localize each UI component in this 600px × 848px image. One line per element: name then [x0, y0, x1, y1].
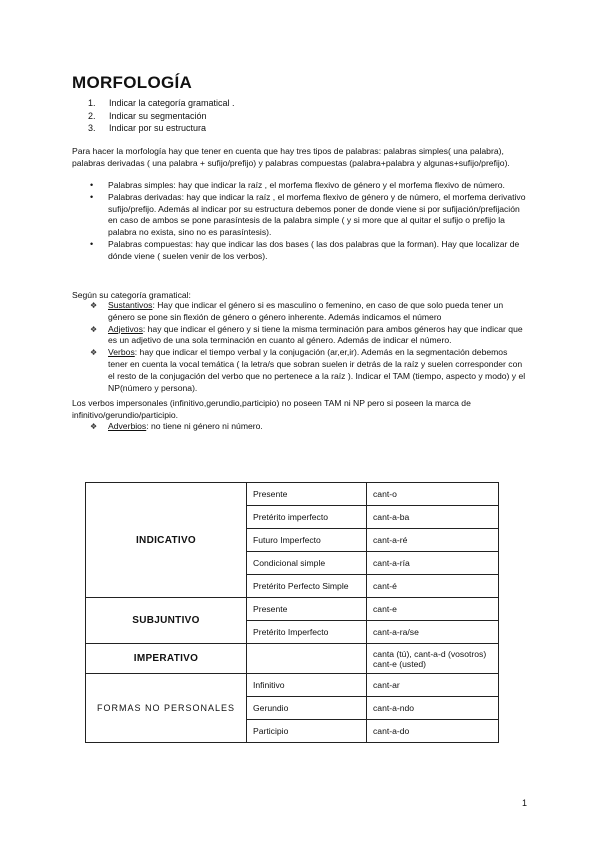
tense-cell: Participio — [247, 720, 367, 743]
category-list — [90, 300, 528, 394]
tense-cell: Condicional simple — [247, 552, 367, 575]
list-text: Indicar la categoría gramatical . — [109, 98, 235, 108]
form-cell: cant-o — [367, 483, 499, 506]
form-cell: cant-a-ndo — [367, 697, 499, 720]
list-item — [90, 324, 528, 348]
mood-imperativo: IMPERATIVO — [86, 644, 247, 674]
form-cell: cant-e — [367, 598, 499, 621]
list-number: 1. — [88, 98, 96, 108]
imperative-form-line: cant-e (usted) — [373, 658, 427, 669]
tense-cell: Pretérito Perfecto Simple — [247, 575, 367, 598]
list-item — [90, 180, 528, 192]
term-description: : hay que indicar el tiempo verbal y la conjugación (ar,er,ir). Además en la segmentación debemos tener en cuenta la vocal temática ( la letra/s que sobran suelen ir detrás de la raíz y suelen corresponder con el resto de la conjugación del verbo que no pertenece a la raíz ). Indicar el TAM (tiempo, aspecto y modo) y el NP(número y persona). — [108, 347, 526, 393]
list-item — [88, 122, 235, 135]
list-text — [108, 421, 263, 433]
mood-subjuntivo: SUBJUNTIVO — [86, 598, 247, 644]
mood-indicativo: INDICATIVO — [86, 483, 247, 598]
diamond-bullet-icon: ❖ — [90, 422, 98, 431]
bullet-icon: • — [90, 191, 94, 202]
term-label: Adjetivos — [108, 323, 143, 334]
mood-formas-no-personales: FORMAS NO PERSONALES — [86, 674, 247, 743]
term-description: : hay que indicar el género y si tiene la misma terminación para ambos géneros hay que indicar que es un adjetivo de una sola terminación en cuanto al género. Además de indicar el número. — [108, 323, 523, 346]
form-cell: cant-a-ré — [367, 529, 499, 552]
word-types-list — [90, 180, 528, 263]
tense-cell: Futuro Imperfecto — [247, 529, 367, 552]
tense-cell-empty — [247, 644, 367, 674]
list-text: Palabras derivadas: hay que indicar la raíz , el morfema flexivo de género y de número, el morfema derivativo sufijo/prefijo. Además al indicar por su estructura debemos poner de donde viene si por sufijación/prefijación en caso de ambos se pone parasíntesis de la palabra simple ( y si more que al quitar el sufijo o prefijo la palabra no exista, sino no es parasíntesis). — [108, 191, 526, 238]
list-text: Indicar su segmentación — [109, 110, 207, 121]
list-text — [108, 324, 528, 348]
list-text — [108, 300, 528, 324]
list-item — [88, 110, 235, 123]
page-title: MORFOLOGÍA — [72, 73, 193, 92]
list-number: 2. — [88, 110, 96, 121]
form-cell: cant-a-ra/se — [367, 621, 499, 644]
term-label: Adverbios — [108, 421, 147, 431]
list-text — [108, 347, 528, 394]
category-heading: Según su categoría gramatical: — [72, 290, 191, 300]
list-text: Palabras compuestas: hay que indicar las dos bases ( las dos palabras que la forman). Hay que localizar de dónde viene ( suelen venir de los verbos). — [108, 238, 520, 261]
list-item — [90, 347, 528, 394]
list-text: Palabras simples: hay que indicar la raíz , el morfema flexivo de género y el morfema flexivo de número. — [108, 180, 505, 190]
conjugation-table — [85, 482, 499, 743]
form-cell — [367, 644, 499, 674]
tense-cell: Presente — [247, 598, 367, 621]
steps-list — [88, 97, 235, 135]
list-item — [90, 421, 528, 433]
tense-cell: Gerundio — [247, 697, 367, 720]
list-number: 3. — [88, 123, 96, 133]
diamond-bullet-icon: ❖ — [90, 301, 98, 310]
term-label: Sustantivos — [108, 300, 153, 310]
impersonal-verbs-note: Los verbos impersonales (infinitivo,gerundio,participio) no poseen TAM ni NP pero si poseen la marca de infinitivo/gerundio/participio. — [72, 398, 471, 421]
table-row — [86, 644, 499, 674]
list-item — [90, 239, 528, 263]
imperative-form-line: canta (tú), cant-a-d (vosotros) — [373, 648, 487, 659]
form-cell: cant-a-ba — [367, 506, 499, 529]
list-item — [88, 97, 235, 110]
table-row — [86, 598, 499, 621]
tense-cell: Presente — [247, 483, 367, 506]
form-cell: cant-a-ría — [367, 552, 499, 575]
tense-cell: Pretérito Imperfecto — [247, 621, 367, 644]
form-cell: cant-a-do — [367, 720, 499, 743]
term-label: Verbos — [108, 347, 135, 358]
form-cell: cant-ar — [367, 674, 499, 697]
list-text: Indicar por su estructura — [109, 123, 207, 133]
form-cell: cant-é — [367, 575, 499, 598]
term-description: : no tiene ni género ni número. — [146, 421, 263, 431]
page-number: 1 — [522, 798, 528, 808]
list-item — [90, 192, 528, 239]
table-row — [86, 674, 499, 697]
bullet-icon: • — [90, 180, 94, 190]
intro-paragraph: Para hacer la morfología hay que tener en cuenta que hay tres tipos de palabras: palabras simples( una palabra), palabras derivadas ( una palabra + sufijo/prefijo) y palabras compuestas (palabra+palabra y algunas+sufijo/prefijo). — [72, 146, 510, 169]
term-description: : Hay que indicar el género si es masculino o femenino, en caso de que solo pueda tener un género se pone sin flexión de género o género inherente. Además indicamos el número — [108, 300, 504, 322]
list-item — [90, 300, 528, 324]
diamond-bullet-icon: ❖ — [90, 324, 98, 334]
bullet-icon: • — [90, 238, 94, 249]
diamond-bullet-icon: ❖ — [90, 348, 98, 358]
tense-cell: Infinitivo — [247, 674, 367, 697]
table-row — [86, 483, 499, 506]
tense-cell: Pretérito imperfecto — [247, 506, 367, 529]
adverbs-list — [90, 421, 528, 433]
